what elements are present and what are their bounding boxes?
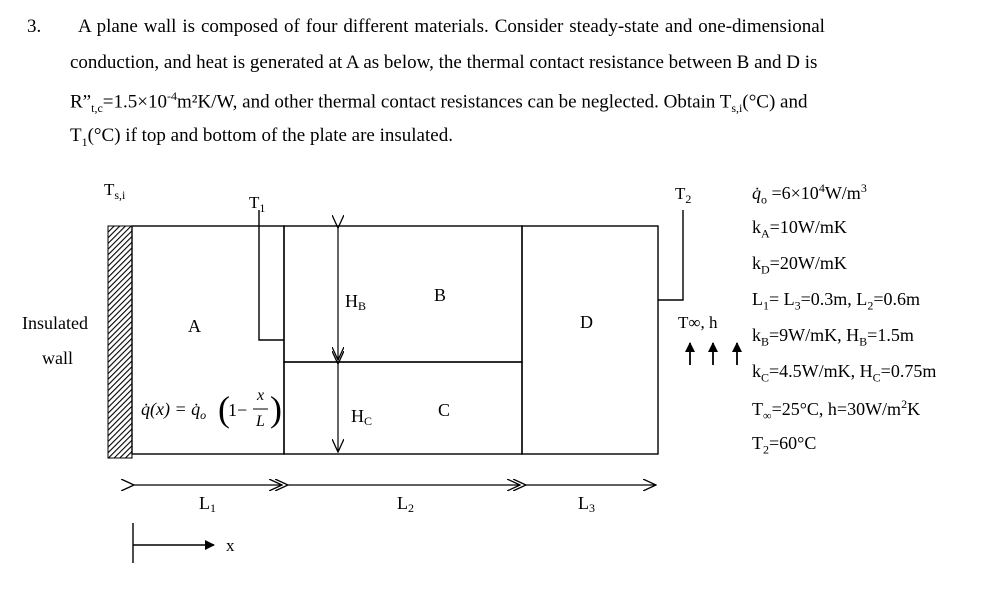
t1-probe-line: [259, 210, 284, 340]
subscript: B: [859, 334, 868, 349]
given-tinf-h: [752, 397, 920, 424]
given-kd: [752, 253, 847, 278]
subscript: 2: [763, 442, 769, 457]
subscript: 3: [589, 501, 595, 515]
text-fragment: =0.3m, L: [800, 289, 868, 309]
text-fragment: = L: [769, 289, 795, 309]
text-fragment: =4.5W/mK, H: [769, 361, 873, 381]
given-ka: [752, 217, 847, 242]
text-fragment: L: [199, 493, 210, 513]
given-lengths: [752, 289, 920, 314]
subscript: o: [761, 192, 767, 207]
equation-lhs: [141, 399, 206, 422]
equation-one-minus: 1−: [228, 400, 248, 420]
equation-left-paren: (: [218, 389, 230, 429]
region-c-box: [284, 362, 522, 454]
subscript: 1: [259, 201, 266, 215]
superscript: 3: [860, 181, 867, 195]
text-fragment: k: [752, 361, 761, 381]
statement-line-1: A plane wall is composed of four different materials. Consider steady-state and one-dimensional: [78, 16, 825, 37]
label-region-d: D: [580, 312, 593, 332]
subscript: 1: [81, 134, 88, 149]
label-hc: [351, 406, 372, 428]
convection-arrows: [690, 343, 737, 365]
text-fragment: =9W/mK, H: [769, 325, 860, 345]
text-fragment: =0.75m: [880, 361, 937, 381]
label-x-axis: x: [226, 536, 235, 555]
given-t2: [752, 433, 816, 458]
region-outlines: [132, 226, 658, 454]
text-fragment: L: [397, 493, 408, 513]
text-fragment: L: [578, 493, 589, 513]
given-kc-hc: [752, 361, 936, 386]
text-fragment: =0.6m: [873, 289, 920, 309]
text-fragment: =20W/mK: [769, 253, 847, 273]
subscript: 2: [408, 501, 414, 515]
text-fragment: k: [752, 217, 761, 237]
subscript: C: [364, 414, 373, 428]
text-fragment: T: [675, 184, 686, 203]
subscript: s,i: [731, 101, 743, 116]
subscript: C: [761, 370, 770, 385]
region-b-box: [284, 226, 522, 362]
subscript: 3: [794, 298, 801, 313]
label-l2: [397, 493, 414, 515]
text-fragment: T: [70, 125, 82, 146]
subscript: ∞: [763, 408, 772, 423]
equation-numerator: x: [257, 387, 265, 404]
label-region-c: C: [438, 400, 451, 420]
text-fragment: (°C) if top and bottom of the plate are insulated.: [87, 125, 453, 146]
subscript: A: [761, 226, 770, 241]
text-fragment: =6×10: [767, 183, 819, 203]
subscript: o: [200, 408, 207, 422]
text-fragment: =25°C, h=30W/m: [771, 399, 902, 419]
generation-equation: [141, 387, 282, 430]
t2-probe-line: [658, 210, 683, 300]
problem-number: 3.: [27, 16, 42, 37]
text-fragment: H: [351, 406, 364, 426]
text-fragment: L: [752, 289, 763, 309]
given-kb-hb: [752, 325, 914, 350]
text-fragment: k: [752, 325, 761, 345]
text-fragment: T: [752, 399, 763, 419]
given-q0: [752, 181, 867, 208]
text-fragment: q̇: [752, 183, 761, 203]
text-fragment: K: [907, 399, 921, 419]
subscript: B: [761, 334, 770, 349]
subscript: 1: [763, 298, 769, 313]
label-region-a: A: [188, 316, 201, 336]
equation-right-paren: ): [270, 389, 282, 429]
superscript: 4: [818, 181, 825, 195]
text-fragment: m²K/W, and other thermal contact resistances can be neglected. Obtain T: [176, 91, 732, 113]
text-fragment: T: [752, 433, 763, 453]
label-region-b: B: [434, 285, 447, 305]
superscript: -4: [166, 89, 177, 103]
text-fragment: (°C) and: [742, 91, 808, 113]
label-wall: wall: [42, 348, 73, 368]
text-fragment: =1.5×10: [102, 91, 167, 113]
text-fragment: =1.5m: [867, 325, 914, 345]
label-t2: [675, 184, 691, 206]
subscript: 1: [210, 501, 216, 515]
subscript: 2: [685, 192, 692, 206]
subscript: D: [761, 262, 770, 277]
text-fragment: T: [249, 193, 260, 212]
text-fragment: W/m: [824, 183, 861, 203]
subscript: s,i: [114, 188, 126, 202]
text-fragment: k: [752, 253, 761, 273]
insulated-wall-hatch: [108, 226, 132, 458]
label-l3: [578, 493, 595, 515]
label-l1: [199, 493, 216, 515]
statement-line-2: conduction, and heat is generated at A as below, the thermal contact resistance between B and D is: [70, 52, 818, 73]
text-fragment: =60°C: [769, 433, 817, 453]
label-tinf-h: T∞, h: [678, 313, 718, 332]
text-fragment: R”: [70, 91, 92, 113]
label-hb: [345, 291, 366, 313]
text-fragment: =10W/mK: [769, 217, 847, 237]
text-fragment: T: [104, 180, 115, 199]
subscript: B: [358, 299, 367, 313]
label-insulated: Insulated: [22, 313, 88, 333]
superscript: 2: [901, 397, 908, 411]
equation-denominator: L: [256, 413, 265, 430]
subscript: C: [872, 370, 881, 385]
subscript: t,c: [91, 101, 103, 116]
label-tsi: [104, 180, 126, 202]
subscript: 2: [867, 298, 874, 313]
text-fragment: H: [345, 291, 358, 311]
region-d-box: [522, 226, 658, 454]
text-fragment: q̇(x) = q̇: [141, 399, 201, 419]
label-t1: [249, 193, 265, 215]
